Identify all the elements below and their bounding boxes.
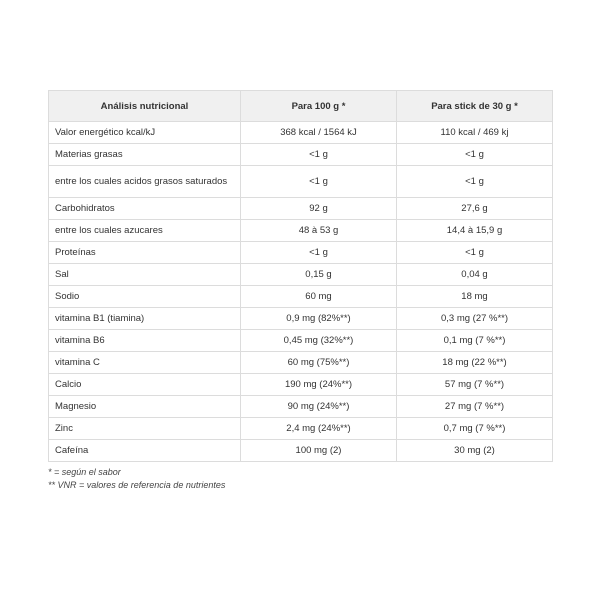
row-value-per-stick: 27 mg (7 %**) bbox=[397, 396, 553, 418]
row-value-per-100g: 90 mg (24%**) bbox=[241, 396, 397, 418]
row-value-per-stick: 110 kcal / 469 kj bbox=[397, 122, 553, 144]
row-value-per-100g: 60 mg (75%**) bbox=[241, 352, 397, 374]
row-value-per-100g: 190 mg (24%**) bbox=[241, 374, 397, 396]
table-header-row bbox=[49, 91, 553, 122]
row-label: entre los cuales azucares bbox=[49, 220, 241, 242]
row-value-per-100g: 100 mg (2) bbox=[241, 440, 397, 462]
table-row bbox=[49, 418, 553, 440]
row-label: Sodio bbox=[49, 286, 241, 308]
row-value-per-stick: 0,7 mg (7 %**) bbox=[397, 418, 553, 440]
table-row bbox=[49, 440, 553, 462]
row-value-per-100g: <1 g bbox=[241, 242, 397, 264]
row-value-per-stick: 57 mg (7 %**) bbox=[397, 374, 553, 396]
table-row bbox=[49, 242, 553, 264]
header-per-stick: Para stick de 30 g * bbox=[397, 91, 553, 122]
row-label: Proteínas bbox=[49, 242, 241, 264]
row-label: Zinc bbox=[49, 418, 241, 440]
row-label: Materias grasas bbox=[49, 144, 241, 166]
footnotes bbox=[48, 466, 552, 492]
row-value-per-stick: 30 mg (2) bbox=[397, 440, 553, 462]
footnote-flavor: * = según el sabor bbox=[48, 467, 121, 477]
row-value-per-stick: 0,1 mg (7 %**) bbox=[397, 330, 553, 352]
table-row bbox=[49, 122, 553, 144]
header-per-100g: Para 100 g * bbox=[241, 91, 397, 122]
table-row bbox=[49, 220, 553, 242]
table-row bbox=[49, 144, 553, 166]
row-value-per-stick: <1 g bbox=[397, 242, 553, 264]
row-label: Cafeína bbox=[49, 440, 241, 462]
row-value-per-stick: 0,04 g bbox=[397, 264, 553, 286]
nutrition-panel bbox=[48, 90, 552, 492]
row-value-per-100g: <1 g bbox=[241, 166, 397, 198]
row-value-per-100g: 48 à 53 g bbox=[241, 220, 397, 242]
table-row bbox=[49, 308, 553, 330]
row-value-per-100g: 2,4 mg (24%**) bbox=[241, 418, 397, 440]
row-value-per-stick: <1 g bbox=[397, 144, 553, 166]
table-row bbox=[49, 264, 553, 286]
row-value-per-stick: 18 mg (22 %**) bbox=[397, 352, 553, 374]
table-row bbox=[49, 286, 553, 308]
row-value-per-stick: 0,3 mg (27 %**) bbox=[397, 308, 553, 330]
header-nutritional-analysis: Análisis nutricional bbox=[49, 91, 241, 122]
row-label: Carbohidratos bbox=[49, 198, 241, 220]
row-value-per-stick: 27,6 g bbox=[397, 198, 553, 220]
row-value-per-100g: 0,15 g bbox=[241, 264, 397, 286]
row-value-per-100g: <1 g bbox=[241, 144, 397, 166]
row-label: Calcio bbox=[49, 374, 241, 396]
table-row bbox=[49, 374, 553, 396]
nutrition-table bbox=[48, 90, 553, 462]
table-row bbox=[49, 166, 553, 198]
row-label: entre los cuales acidos grasos saturados bbox=[49, 166, 241, 198]
table-row bbox=[49, 352, 553, 374]
row-label: Sal bbox=[49, 264, 241, 286]
row-label: Valor energético kcal/kJ bbox=[49, 122, 241, 144]
row-value-per-stick: <1 g bbox=[397, 166, 553, 198]
row-label: vitamina B6 bbox=[49, 330, 241, 352]
footnote-vnr: ** VNR = valores de referencia de nutrientes bbox=[48, 480, 226, 490]
row-value-per-100g: 92 g bbox=[241, 198, 397, 220]
table-row bbox=[49, 396, 553, 418]
row-label: vitamina B1 (tiamina) bbox=[49, 308, 241, 330]
table-row bbox=[49, 330, 553, 352]
row-value-per-stick: 18 mg bbox=[397, 286, 553, 308]
row-value-per-100g: 60 mg bbox=[241, 286, 397, 308]
row-label: Magnesio bbox=[49, 396, 241, 418]
row-value-per-100g: 0,9 mg (82%**) bbox=[241, 308, 397, 330]
row-value-per-stick: 14,4 à 15,9 g bbox=[397, 220, 553, 242]
row-value-per-100g: 0,45 mg (32%**) bbox=[241, 330, 397, 352]
row-label: vitamina C bbox=[49, 352, 241, 374]
row-value-per-100g: 368 kcal / 1564 kJ bbox=[241, 122, 397, 144]
table-row bbox=[49, 198, 553, 220]
